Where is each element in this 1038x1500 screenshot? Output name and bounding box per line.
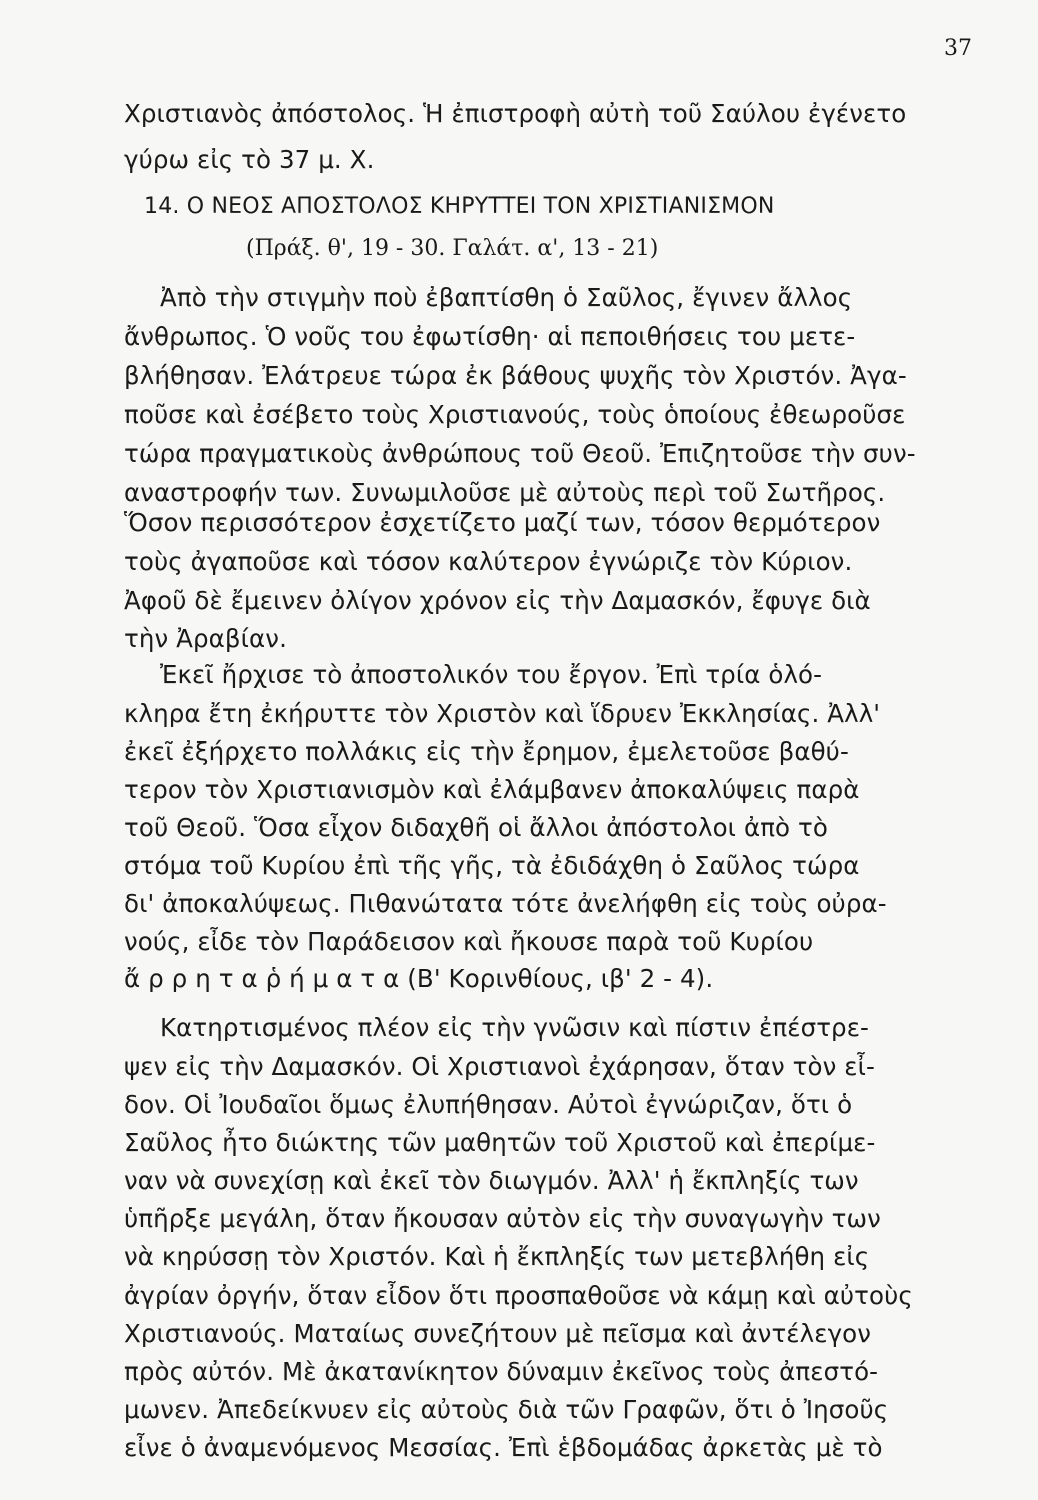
text-line: ποῦσε καὶ ἐσέβετο τοὺς Χριστιανούς, τοὺς ὁποίους ἐθεωροῦσε — [124, 400, 906, 429]
text-line: αναστροφήν των. Συνωμιλοῦσε μὲ αὐτοὺς περὶ τοῦ Σωτῆρος. — [124, 478, 886, 507]
text-line: ἐκεῖ ἐξήρχετο πολλάκις εἰς τὴν ἔρημον, ἐμελετοῦσε βαθύ- — [124, 737, 849, 766]
text-line: τοῦ Θεοῦ. Ὅσα εἶχον διδαχθῆ οἱ ἄλλοι ἀπόστολοι ἀπὸ τὸ — [124, 813, 828, 842]
text-line: ψεν εἰς τὴν Δαμασκόν. Οἱ Χριστιανοὶ ἐχάρησαν, ὅταν τὸν εἶ- — [124, 1052, 875, 1081]
text-line: γύρω εἰς τὸ 37 μ. Χ. — [124, 145, 375, 174]
text-line: ἄ ρ ρ η τ α ῥ ή μ α τ α (Β' Κορινθίους, ιβ' 2 - 4). — [124, 964, 714, 993]
text-line: Ἀφοῦ δὲ ἔμεινεν ὀλίγον χρόνον εἰς τὴν Δαμασκόν, ἔφυγε διὰ — [124, 586, 871, 615]
section-heading: 14. Ο ΝΕΟΣ ΑΠΟΣΤΟΛΟΣ ΚΗΡΥΤΤΕΙ ΤΟΝ ΧΡΙΣΤΙΑΝΙΣΜΟΝ — [144, 194, 775, 219]
text-line: νούς, εἶδε τὸν Παράδεισον καὶ ἤκουσε παρὰ τοῦ Κυρίου — [124, 927, 814, 956]
text-line: κληρα ἔτη ἐκήρυττε τὸν Χριστὸν καὶ ἵδρυεν Ἐκκλησίας. Ἀλλ' — [124, 699, 881, 728]
text-line: τώρα πραγματικοὺς ἀνθρώπους τοῦ Θεοῦ. Ἐπιζητοῦσε τὴν συν- — [124, 439, 916, 468]
text-line: εἶνε ὁ ἀναμενόμενος Μεσσίας. Ἐπὶ ἑβδομάδας ἀρκετὰς μὲ τὸ — [124, 1433, 883, 1462]
text-line: νὰ κηρύσσῃ τὸν Χριστόν. Καὶ ἡ ἔκπληξίς των μετεβλήθη εἰς — [124, 1242, 870, 1271]
text-line: τερον τὸν Χριστιανισμὸν καὶ ἐλάμβανεν ἀποκαλύψεις παρὰ — [124, 775, 860, 804]
text-line: ναν νὰ συνεχίσῃ καὶ ἐκεῖ τὸν διωγμόν. Ἀλλ' ἡ ἔκπληξίς των — [124, 1166, 859, 1195]
text-line: Ἀπὸ τὴν στιγμὴν ποὺ ἐβαπτίσθη ὁ Σαῦλος, ἔγινεν ἄλλος — [160, 283, 853, 312]
text-line: ὑπῆρξε μεγάλη, ὅταν ἤκουσαν αὐτὸν εἰς τὴν συναγωγὴν των — [124, 1204, 881, 1233]
text-line: Ὅσον περισσότερον ἐσχετίζετο μαζί των, τόσον θερμότερον — [124, 508, 881, 537]
text-line: βλήθησαν. Ἐλάτρευε τώρα ἐκ βάθους ψυχῆς τὸν Χριστόν. Ἀγα- — [124, 361, 907, 390]
page-number: 37 — [944, 36, 972, 61]
text-line: δι' ἀποκαλύψεως. Πιθανώτατα τότε ἀνελήφθη εἰς τοὺς οὐρα- — [124, 889, 887, 918]
text-line: τοὺς ἀγαποῦσε καὶ τόσον καλύτερον ἐγνώριζε τὸν Κύριον. — [124, 547, 853, 576]
text-line: πρὸς αὐτόν. Μὲ ἀκατανίκητον δύναμιν ἐκεῖνος τοὺς ἀπεστό- — [124, 1357, 879, 1386]
text-line: μωνεν. Ἀπεδείκνυεν εἰς αὐτοὺς διὰ τῶν Γραφῶν, ὅτι ὁ Ἰησοῦς — [124, 1395, 889, 1424]
text-line: Χριστιανούς. Ματαίως συνεζήτουν μὲ πεῖσμα καὶ ἀντέλεγον — [124, 1319, 872, 1348]
text-line: ἄνθρωπος. Ὁ νοῦς του ἐφωτίσθη· αἱ πεποιθήσεις του μετε- — [124, 322, 856, 351]
text-line: Σαῦλος ἦτο διώκτης τῶν μαθητῶν τοῦ Χριστοῦ καὶ ἐπερίμε- — [124, 1128, 876, 1157]
scripture-reference: (Πράξ. θ', 19 - 30. Γαλάτ. α', 13 - 21) — [246, 236, 659, 261]
text-line: Κατηρτισμένος πλέον εἰς τὴν γνῶσιν καὶ πίστιν ἐπέστρε- — [160, 1013, 869, 1042]
text-line: τὴν Ἀραβίαν. — [124, 624, 287, 653]
text-line: στόμα τοῦ Κυρίου ἐπὶ τῆς γῆς, τὰ ἐδιδάχθη ὁ Σαῦλος τώρα — [124, 851, 860, 880]
text-line: Χριστιανὸς ἀπόστολος. Ἡ ἐπιστροφὴ αὐτὴ τοῦ Σαύλου ἐγένετο — [124, 99, 907, 128]
text-line: ἀγρίαν ὀργήν, ὅταν εἶδον ὅτι προσπαθοῦσε νὰ κάμῃ καὶ αὐτοὺς — [124, 1281, 913, 1310]
text-line: δον. Οἱ Ἰουδαῖοι ὅμως ἐλυπήθησαν. Αὐτοὶ ἐγνώριζαν, ὅτι ὁ — [124, 1090, 853, 1119]
text-line: Ἐκεῖ ἤρχισε τὸ ἀποστολικόν του ἔργον. Ἐπὶ τρία ὁλό- — [160, 660, 823, 689]
